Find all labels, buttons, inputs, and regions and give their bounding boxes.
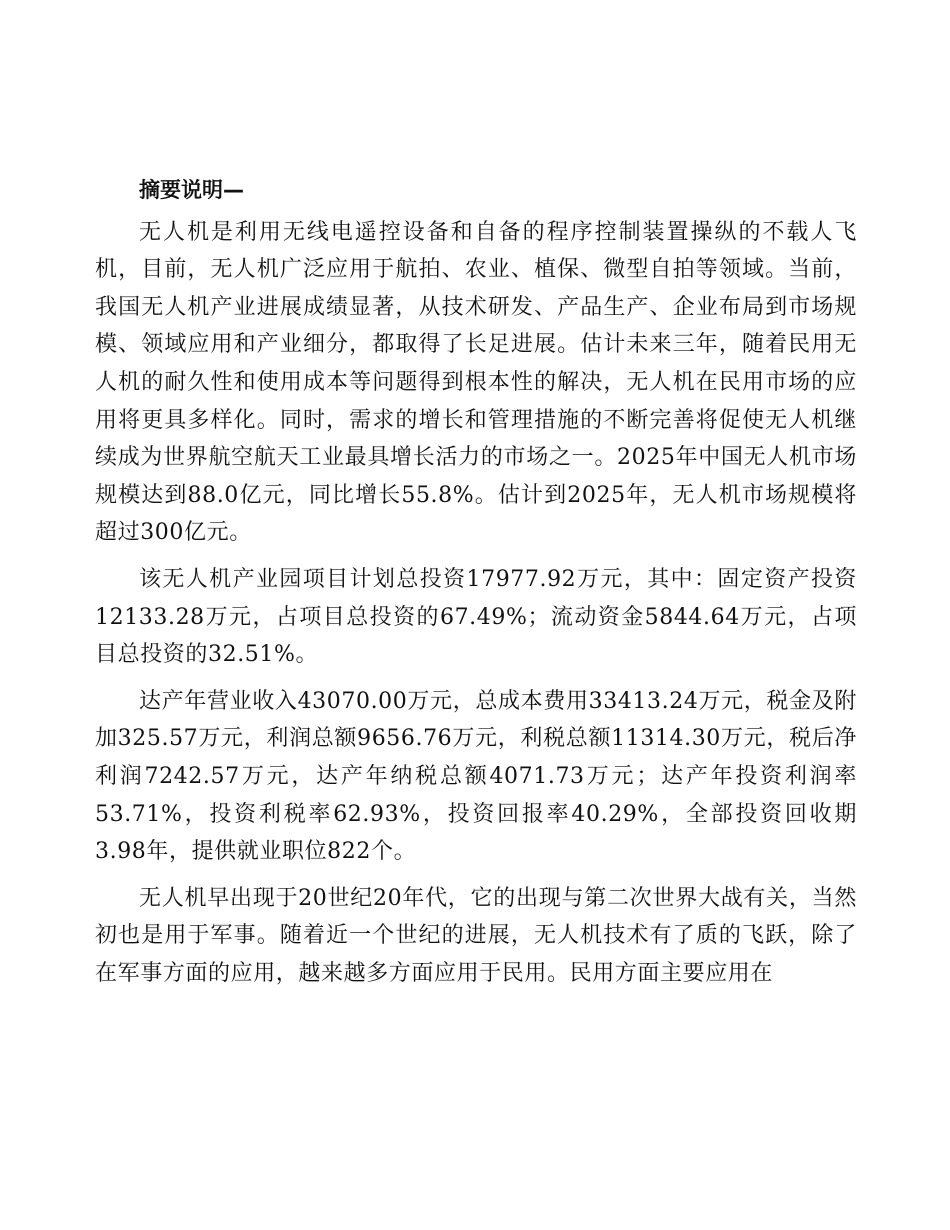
paragraph-investment: 该无人机产业园项目计划总投资17977.92万元，其中：固定资产投资12133.28万元，占项目总投资的67.49%；流动资金5844.64万元，占项目总投资的32.51%。 xyxy=(95,566,857,668)
paragraph-financials: 达产年营业收入43070.00万元，总成本费用33413.24万元，税金及附加325.57万元，利润总额9656.76万元，利税总额11314.30万元，税后净利润7242.57万元，达产年纳税总额4071.73万元；达产年投资利润率53.71%，投资利税率62.93%，投资回报率40.29%，全部投资回收期3.98年，提供就业职位822个。 xyxy=(95,688,857,865)
paragraph-overview: 无人机是利用无线电遥控设备和自备的程序控制装置操纵的不载人飞机，目前，无人机广泛应用于航拍、农业、植保、微型自拍等领域。当前，我国无人机产业进展成绩显著，从技术研发、产品生产、企业布局到市场规模、领域应用和产业细分，都取得了长足进展。估计未来三年，随着民用无人机的耐久性和使用成本等问题得到根本性的解决，无人机在民用市场的应用将更具多样化。同时，需求的增长和管理措施的不断完善将促使无人机继续成为世界航空航天工业最具增长活力的市场之一。2025年中国无人机市场规模达到88.0亿元，同比增长55.8%。估计到2025年，无人机市场规模将超过300亿元。 xyxy=(95,219,857,546)
section-heading: 摘要说明— xyxy=(139,178,244,202)
document-body xyxy=(95,172,857,1001)
paragraph-history: 无人机早出现于20世纪20年代，它的出现与第二次世界大战有关，当然初也是用于军事。随着近一个世纪的进展，无人机技术有了质的飞跃，除了在军事方面的应用，越来越多方面应用于民用。民用方面主要应用在 xyxy=(95,885,857,986)
